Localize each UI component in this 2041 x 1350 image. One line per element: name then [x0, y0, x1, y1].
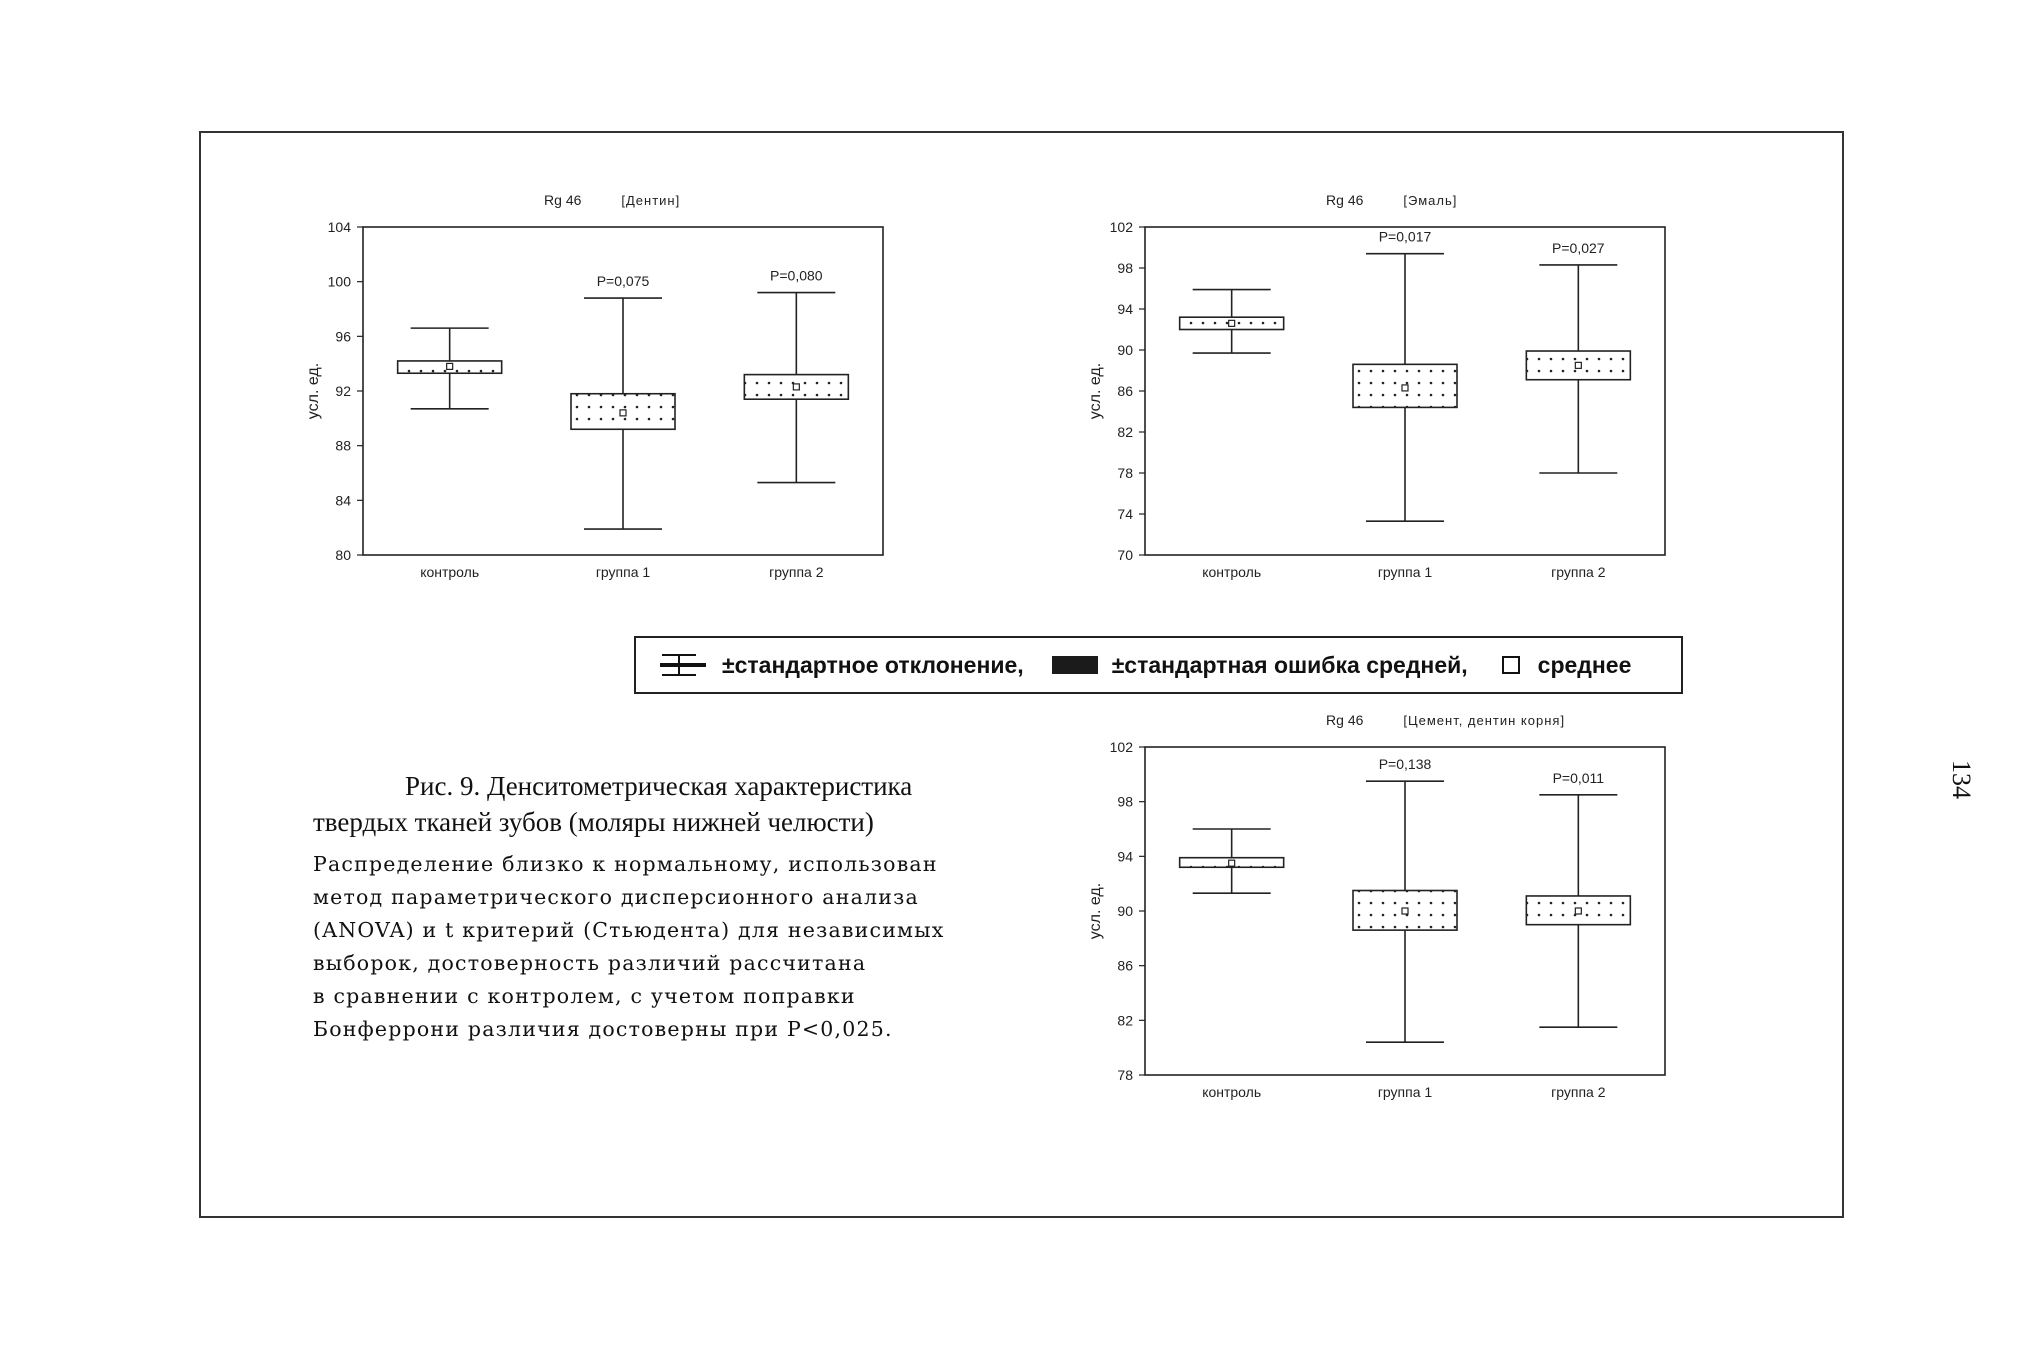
chart-title-right: [Эмаль]: [1403, 193, 1458, 208]
y-tick-label: 78: [1117, 465, 1133, 481]
chart-svg: [1065, 185, 1675, 615]
figure-caption: [313, 768, 1083, 1046]
chart-cement: [1065, 705, 1675, 1135]
chart-title-left: Rg 46: [544, 192, 582, 208]
mean-marker: [447, 363, 453, 369]
p-value-label: P=0,011: [1552, 769, 1605, 786]
y-tick-label: 100: [327, 273, 351, 290]
box-group-1: [1180, 290, 1284, 354]
x-tick-label: группа 1: [595, 564, 651, 580]
x-tick-label: группа 2: [1551, 1084, 1606, 1100]
y-axis-label: усл. ед.: [1087, 882, 1104, 940]
legend-sd-label: ±стандартное отклонение,: [722, 651, 1024, 678]
y-tick-label: 90: [1117, 342, 1133, 358]
box-group-2: [1353, 229, 1457, 522]
mean-marker: [1402, 908, 1408, 914]
caption-title-line1: Рис. 9. Денситометрическая характеристика: [405, 771, 913, 801]
box-group-2: [1353, 756, 1457, 1042]
legend-mean-label: среднее: [1537, 651, 1632, 678]
y-tick-label: 94: [1117, 848, 1133, 865]
mean-marker: [1229, 320, 1235, 326]
chart-svg: [1065, 705, 1675, 1135]
caption-title-line2: твердых тканей зубов (моляры нижней челюсти): [313, 807, 874, 837]
caption-body-line: Распределение близко к нормальному, использован: [313, 852, 938, 876]
x-tick-label: контроль: [1202, 564, 1262, 580]
box-group-1: [398, 328, 502, 409]
caption-body-line: (ANOVA) и t критерий (Стьюдента) для независимых: [313, 918, 945, 942]
caption-body-line: Бонферрони различия достоверны при P<0,025.: [313, 1017, 893, 1041]
p-value-label: P=0,138: [1378, 756, 1432, 773]
mean-square-icon: [1502, 656, 1520, 674]
y-tick-label: 86: [1117, 957, 1133, 974]
p-value-label: P=0,075: [596, 273, 650, 290]
caption-body-line: выборок, достоверность различий рассчитана: [313, 951, 867, 975]
x-tick-label: группа 1: [1377, 1084, 1433, 1100]
se-box-icon: [1052, 656, 1098, 674]
box-group-1: [1180, 829, 1284, 893]
mean-marker: [1575, 908, 1581, 914]
chart-dentin: [283, 185, 893, 615]
y-tick-label: 80: [335, 547, 351, 563]
chart-enamel: [1065, 185, 1675, 615]
legend-se-label: ±стандартная ошибка средней,: [1111, 651, 1468, 678]
y-tick-label: 96: [335, 328, 351, 345]
x-tick-label: контроль: [420, 564, 480, 580]
y-tick-label: 98: [1117, 260, 1133, 276]
y-tick-label: 74: [1117, 506, 1133, 522]
y-tick-label: 82: [1117, 424, 1133, 440]
x-tick-label: группа 2: [1551, 564, 1606, 580]
x-tick-label: контроль: [1202, 1084, 1262, 1100]
mean-marker: [1229, 860, 1235, 866]
y-tick-label: 88: [335, 437, 351, 454]
y-tick-label: 78: [1117, 1067, 1133, 1083]
y-tick-label: 104: [327, 219, 351, 235]
box-group-2: [571, 273, 675, 529]
sd-whisker-icon: [658, 651, 708, 679]
x-tick-label: группа 1: [1377, 564, 1433, 580]
y-tick-label: 90: [1117, 903, 1133, 919]
caption-body-line: в сравнении с контролем, с учетом поправки: [313, 984, 856, 1008]
box-group-3: [1526, 770, 1630, 1027]
legend-item-sd: [654, 651, 1024, 679]
mean-marker: [1575, 362, 1581, 368]
x-tick-label: группа 2: [769, 564, 824, 580]
box-group-3: [1526, 240, 1630, 473]
chart-title-left: Rg 46: [1326, 712, 1364, 728]
y-tick-label: 84: [335, 492, 351, 509]
p-value-label: P=0,017: [1378, 228, 1432, 245]
y-axis-label: усл. ед.: [1087, 362, 1104, 420]
chart-title-right: [Цемент, дентин корня]: [1403, 713, 1566, 728]
chart-svg: [283, 185, 893, 615]
y-tick-label: 102: [1109, 739, 1133, 755]
mean-marker: [793, 384, 799, 390]
y-tick-label: 86: [1117, 383, 1133, 399]
mean-marker: [1402, 385, 1408, 391]
p-value-label: P=0,080: [770, 267, 823, 284]
y-tick-label: 70: [1117, 547, 1133, 563]
y-tick-label: 82: [1117, 1012, 1133, 1029]
caption-body: [313, 848, 1083, 1046]
mean-marker: [620, 410, 626, 416]
y-tick-label: 102: [1109, 219, 1133, 235]
chart-title-left: Rg 46: [1326, 192, 1364, 208]
caption-body-line: метод параметрического дисперсионного анализа: [313, 885, 919, 909]
box-group-3: [744, 268, 848, 483]
chart-legend: [634, 636, 1683, 694]
chart-title-right: [Дентин]: [621, 193, 681, 208]
page-number: 134: [1947, 760, 1976, 799]
legend-item-mean: [1486, 652, 1632, 679]
legend-item-se: [1042, 652, 1468, 679]
caption-title: [313, 768, 1083, 840]
p-value-label: P=0,027: [1552, 239, 1605, 256]
y-tick-label: 92: [335, 383, 351, 399]
y-tick-label: 98: [1117, 793, 1133, 810]
y-tick-label: 94: [1117, 301, 1133, 317]
y-axis-label: усл. ед.: [305, 362, 322, 420]
